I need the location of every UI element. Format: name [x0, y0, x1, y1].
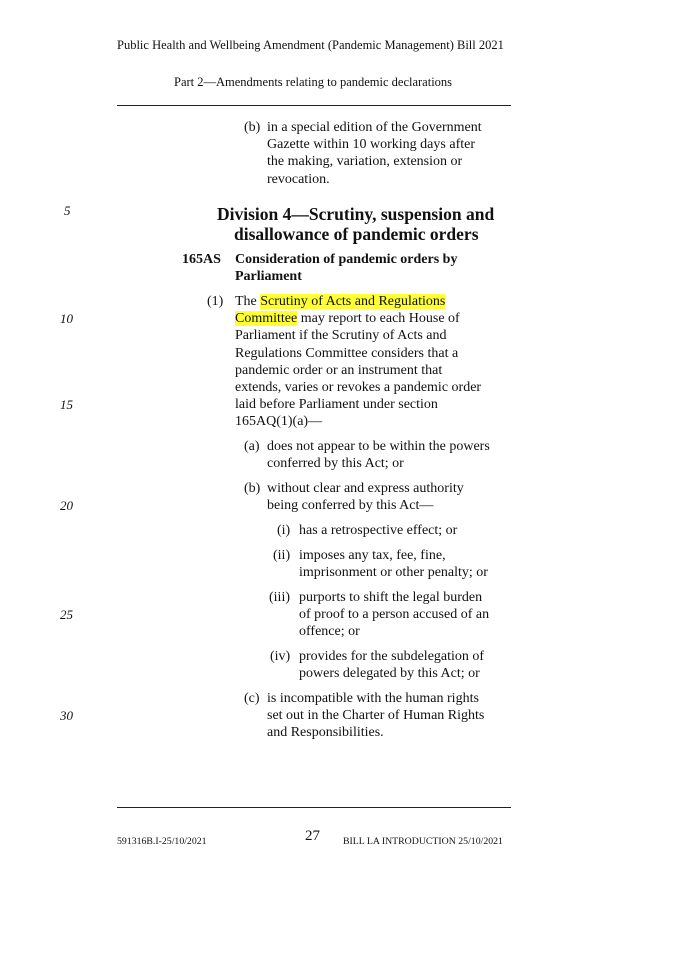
line-number: 15: [60, 397, 73, 412]
running-header-part: Part 2—Amendments relating to pandemic declarations: [174, 75, 453, 89]
subparagraph-label: (iv): [270, 649, 291, 664]
line-number: 10: [60, 311, 73, 326]
running-header-title: Public Health and Wellbeing Amendment (Pandemic Management) Bill 2021: [117, 38, 504, 52]
division-heading: Division 4—Scrutiny, suspension and disallowance of pandemic orders: [217, 204, 495, 244]
section-title: Consideration of pandemic orders by Parliament: [235, 252, 458, 285]
highlighted-text: Committee: [235, 311, 298, 327]
subparagraph-label: (i): [277, 523, 291, 538]
line-number: 30: [60, 708, 73, 723]
subparagraph-text: provides for the subdelegation of powers delegated by this Act; or: [299, 649, 485, 682]
bill-status: BILL LA INTRODUCTION 25/10/2021: [343, 836, 503, 847]
section-number: 165AS: [182, 252, 221, 267]
subsection-label: (1): [207, 294, 224, 309]
subparagraph-text: has a retrospective effect; or: [299, 523, 458, 538]
line-number: 20: [60, 498, 73, 513]
subparagraph-text: purports to shift the legal burden of proof to a person accused of an offence; or: [299, 590, 490, 640]
paragraph-text: does not appear to be within the powers conferred by this Act; or: [267, 439, 490, 472]
paragraph-label: (c): [244, 691, 260, 706]
paragraph-text: is incompatible with the human rights set out in the Charter of Human Rights and Responsibilities.: [267, 691, 485, 741]
subparagraph-label: (iii): [269, 590, 290, 605]
paragraph-label: (a): [244, 439, 260, 454]
line-number: 5: [64, 203, 71, 218]
line-number: 25: [60, 607, 73, 622]
subparagraph-text: imposes any tax, fee, fine, imprisonment or other penalty; or: [299, 548, 488, 581]
paragraph-label: (b): [244, 120, 261, 135]
header-rule: [117, 105, 511, 106]
subparagraph-label: (ii): [273, 548, 291, 563]
paragraph-label: (b): [244, 481, 261, 496]
subsection-text: The Scrutiny of Acts and Regulations Committee may report to each House of Parliament if the Scrutiny of Acts and Regulations Committee considers that a pandemic order or an instrument that extends, varies or revokes a pandemic order laid before Parliament under section 165AQ(1)(a)—: [235, 294, 482, 430]
page-number: 27: [305, 828, 320, 844]
footer-rule: [117, 807, 511, 808]
paragraph-text: without clear and express authority being conferred by this Act—: [267, 481, 464, 514]
paragraph-text: in a special edition of the Government Gazette within 10 working days after the making, variation, extension or revocation.: [267, 120, 482, 187]
highlighted-text: Scrutiny of Acts and Regulations: [260, 294, 446, 309]
document-code: 591316B.I-25/10/2021: [117, 836, 207, 847]
